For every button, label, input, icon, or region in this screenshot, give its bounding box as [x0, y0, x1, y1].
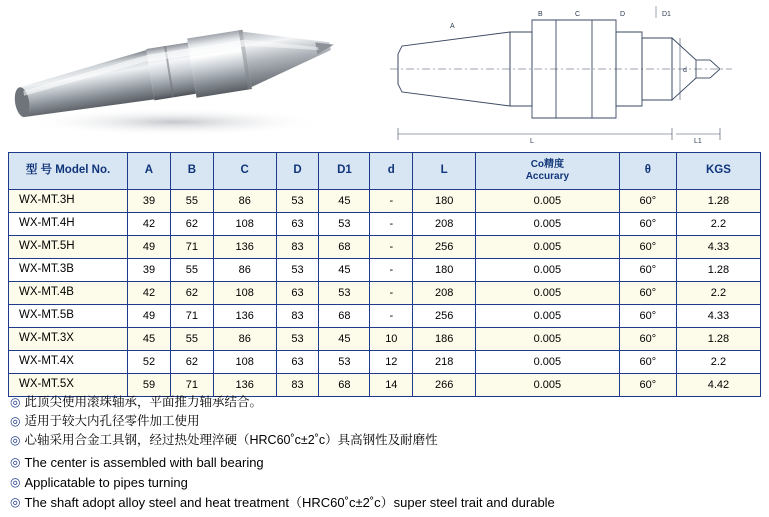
table-cell: 60° [619, 374, 676, 397]
table-cell-model: WX-MT.3B [9, 259, 128, 282]
header-small-d: d [370, 153, 413, 190]
table-cell: 60° [619, 351, 676, 374]
table-cell: 63 [276, 282, 319, 305]
table-cell: 186 [413, 328, 476, 351]
table-cell: 53 [319, 213, 370, 236]
table-header-row [9, 153, 761, 190]
table-cell: 83 [276, 374, 319, 397]
table-cell: 60° [619, 259, 676, 282]
table-cell: 108 [213, 282, 276, 305]
table-cell: 60° [619, 328, 676, 351]
note-item [10, 393, 760, 412]
header-accuracy-en: Accurary [525, 171, 570, 182]
table-cell: 42 [128, 213, 171, 236]
table-cell: 0.005 [476, 305, 620, 328]
table-row [9, 236, 761, 259]
table-row [9, 328, 761, 351]
table-cell: - [370, 305, 413, 328]
table-cell: 55 [170, 190, 213, 213]
label-C: C [575, 11, 581, 18]
table-cell: 1.28 [676, 328, 760, 351]
table-body [9, 190, 761, 397]
table-cell: - [370, 190, 413, 213]
table-cell: 49 [128, 305, 171, 328]
table-cell: 256 [413, 236, 476, 259]
table-cell-model: WX-MT.5H [9, 236, 128, 259]
header-model: 型 号 Model No. [9, 153, 128, 190]
table-cell: 180 [413, 190, 476, 213]
table-cell: 208 [413, 282, 476, 305]
table-cell: 59 [128, 374, 171, 397]
table-cell-model: WX-MT.5X [9, 374, 128, 397]
table-cell: 2.2 [676, 213, 760, 236]
note-text: 心轴采用合金工具钢，经过热处理淬硬（HRC60˚c±2˚c）具高钢性及耐磨性 [24, 433, 438, 447]
table-cell: 68 [319, 374, 370, 397]
label-L: L [530, 138, 534, 145]
table-cell: 60° [619, 190, 676, 213]
table-cell: 136 [213, 236, 276, 259]
label-D: D [620, 11, 626, 18]
bullet-icon: ◎ [10, 455, 21, 469]
cone-tip [243, 19, 335, 87]
table-cell: 0.005 [476, 190, 620, 213]
note-text: Applicatable to pipes turning [24, 475, 188, 490]
label-d: d [683, 67, 687, 74]
label-L1: L1 [694, 138, 702, 145]
table-cell: 71 [170, 374, 213, 397]
table-cell: 10 [370, 328, 413, 351]
note-text: 适用于较大内孔径零件加工使用 [24, 414, 200, 428]
header-a: A [128, 153, 171, 190]
table-cell: 14 [370, 374, 413, 397]
table-cell: 86 [213, 259, 276, 282]
table-cell-model: WX-MT.4B [9, 282, 128, 305]
table-cell: 86 [213, 190, 276, 213]
bullet-icon: ◎ [10, 475, 21, 489]
table-cell: 0.005 [476, 213, 620, 236]
table-cell: 208 [413, 213, 476, 236]
note-text: The shaft adopt alloy steel and heat treatment（HRC60˚c±2˚c）super steel trait and durable [24, 495, 555, 510]
table-cell: 0.005 [476, 259, 620, 282]
table-cell-model: WX-MT.4X [9, 351, 128, 374]
table-cell: 55 [170, 328, 213, 351]
table-cell: 180 [413, 259, 476, 282]
label-D1: D1 [662, 11, 671, 18]
table-cell: 256 [413, 305, 476, 328]
header-theta: θ [619, 153, 676, 190]
table-cell: 71 [170, 305, 213, 328]
table-cell-model: WX-MT.3H [9, 190, 128, 213]
table-cell: - [370, 236, 413, 259]
table-cell-model: WX-MT.5B [9, 305, 128, 328]
drawing-svg [380, 2, 765, 148]
table-cell: 4.33 [676, 236, 760, 259]
table-cell: 53 [276, 259, 319, 282]
table-header [9, 153, 761, 190]
table-cell: 0.005 [476, 236, 620, 259]
note-item [10, 412, 760, 431]
table-cell: 108 [213, 213, 276, 236]
note-text: The center is assembled with ball bearing [24, 455, 264, 470]
header-accuracy [476, 153, 620, 190]
specification-table [8, 152, 761, 397]
table-cell: 60° [619, 213, 676, 236]
photo-shadow [25, 108, 325, 136]
table-cell: 62 [170, 351, 213, 374]
table-cell-model: WX-MT.3X [9, 328, 128, 351]
label-A: A [450, 23, 455, 30]
note-text: 此顶尖使用滚珠轴承，平面推力轴承结合。 [24, 395, 262, 409]
note-item [10, 493, 760, 513]
table-row [9, 305, 761, 328]
table-cell: 52 [128, 351, 171, 374]
table-cell: 0.005 [476, 351, 620, 374]
table-cell: 12 [370, 351, 413, 374]
table-cell: 60° [619, 305, 676, 328]
note-item [10, 431, 760, 450]
table-cell: 0.005 [476, 328, 620, 351]
table-cell: - [370, 259, 413, 282]
table-cell: 68 [319, 305, 370, 328]
table-cell: 53 [276, 328, 319, 351]
table-cell-model: WX-MT.4H [9, 213, 128, 236]
table-cell: - [370, 282, 413, 305]
label-B: B [538, 11, 543, 18]
table-cell: 136 [213, 374, 276, 397]
table-cell: 42 [128, 282, 171, 305]
table-cell: 39 [128, 259, 171, 282]
table-cell: 2.2 [676, 282, 760, 305]
table-cell: 45 [319, 328, 370, 351]
table-cell: 53 [319, 282, 370, 305]
bullet-icon: ◎ [10, 414, 21, 428]
table-cell: 83 [276, 305, 319, 328]
table-cell: 218 [413, 351, 476, 374]
table-cell: 68 [319, 236, 370, 259]
table-cell: 1.28 [676, 259, 760, 282]
table-cell: 0.005 [476, 282, 620, 305]
header-l: L [413, 153, 476, 190]
header-d: D [276, 153, 319, 190]
table-cell: 4.33 [676, 305, 760, 328]
photo-svg [0, 0, 370, 148]
table-cell: 63 [276, 351, 319, 374]
table-cell: 83 [276, 236, 319, 259]
table-cell: 108 [213, 351, 276, 374]
table-cell: 39 [128, 190, 171, 213]
drawing-labels [450, 11, 702, 145]
table-row [9, 282, 761, 305]
header-d1: D1 [319, 153, 370, 190]
table-cell: 53 [319, 351, 370, 374]
header-accuracy-cn: Co精度 [530, 158, 565, 170]
table-cell: 136 [213, 305, 276, 328]
bullet-icon: ◎ [10, 495, 21, 509]
table-cell: 49 [128, 236, 171, 259]
bullet-icon: ◎ [10, 395, 21, 409]
table-cell: 266 [413, 374, 476, 397]
table-cell: 0.005 [476, 374, 620, 397]
table-cell: 53 [276, 190, 319, 213]
table-cell: 63 [276, 213, 319, 236]
table-cell: 71 [170, 236, 213, 259]
table-row [9, 259, 761, 282]
product-images [0, 0, 769, 150]
header-kgs: KGS [676, 153, 760, 190]
table-cell: 45 [319, 190, 370, 213]
header-b: B [170, 153, 213, 190]
table-cell: 45 [319, 259, 370, 282]
table-cell: 86 [213, 328, 276, 351]
header-c: C [213, 153, 276, 190]
live-center-technical-drawing [380, 2, 765, 148]
note-item [10, 453, 760, 473]
table-cell: 62 [170, 282, 213, 305]
notes-block [10, 393, 760, 513]
table-cell: 1.28 [676, 190, 760, 213]
table-cell: 55 [170, 259, 213, 282]
bullet-icon: ◎ [10, 433, 21, 447]
table-cell: 60° [619, 282, 676, 305]
table-cell: 45 [128, 328, 171, 351]
note-item [10, 473, 760, 493]
live-center-photo [0, 0, 370, 148]
table-cell: 2.2 [676, 351, 760, 374]
table-row [9, 213, 761, 236]
table-cell: 62 [170, 213, 213, 236]
table-cell: - [370, 213, 413, 236]
table-cell: 60° [619, 236, 676, 259]
table-row [9, 190, 761, 213]
table-row [9, 351, 761, 374]
table-cell: 4.42 [676, 374, 760, 397]
